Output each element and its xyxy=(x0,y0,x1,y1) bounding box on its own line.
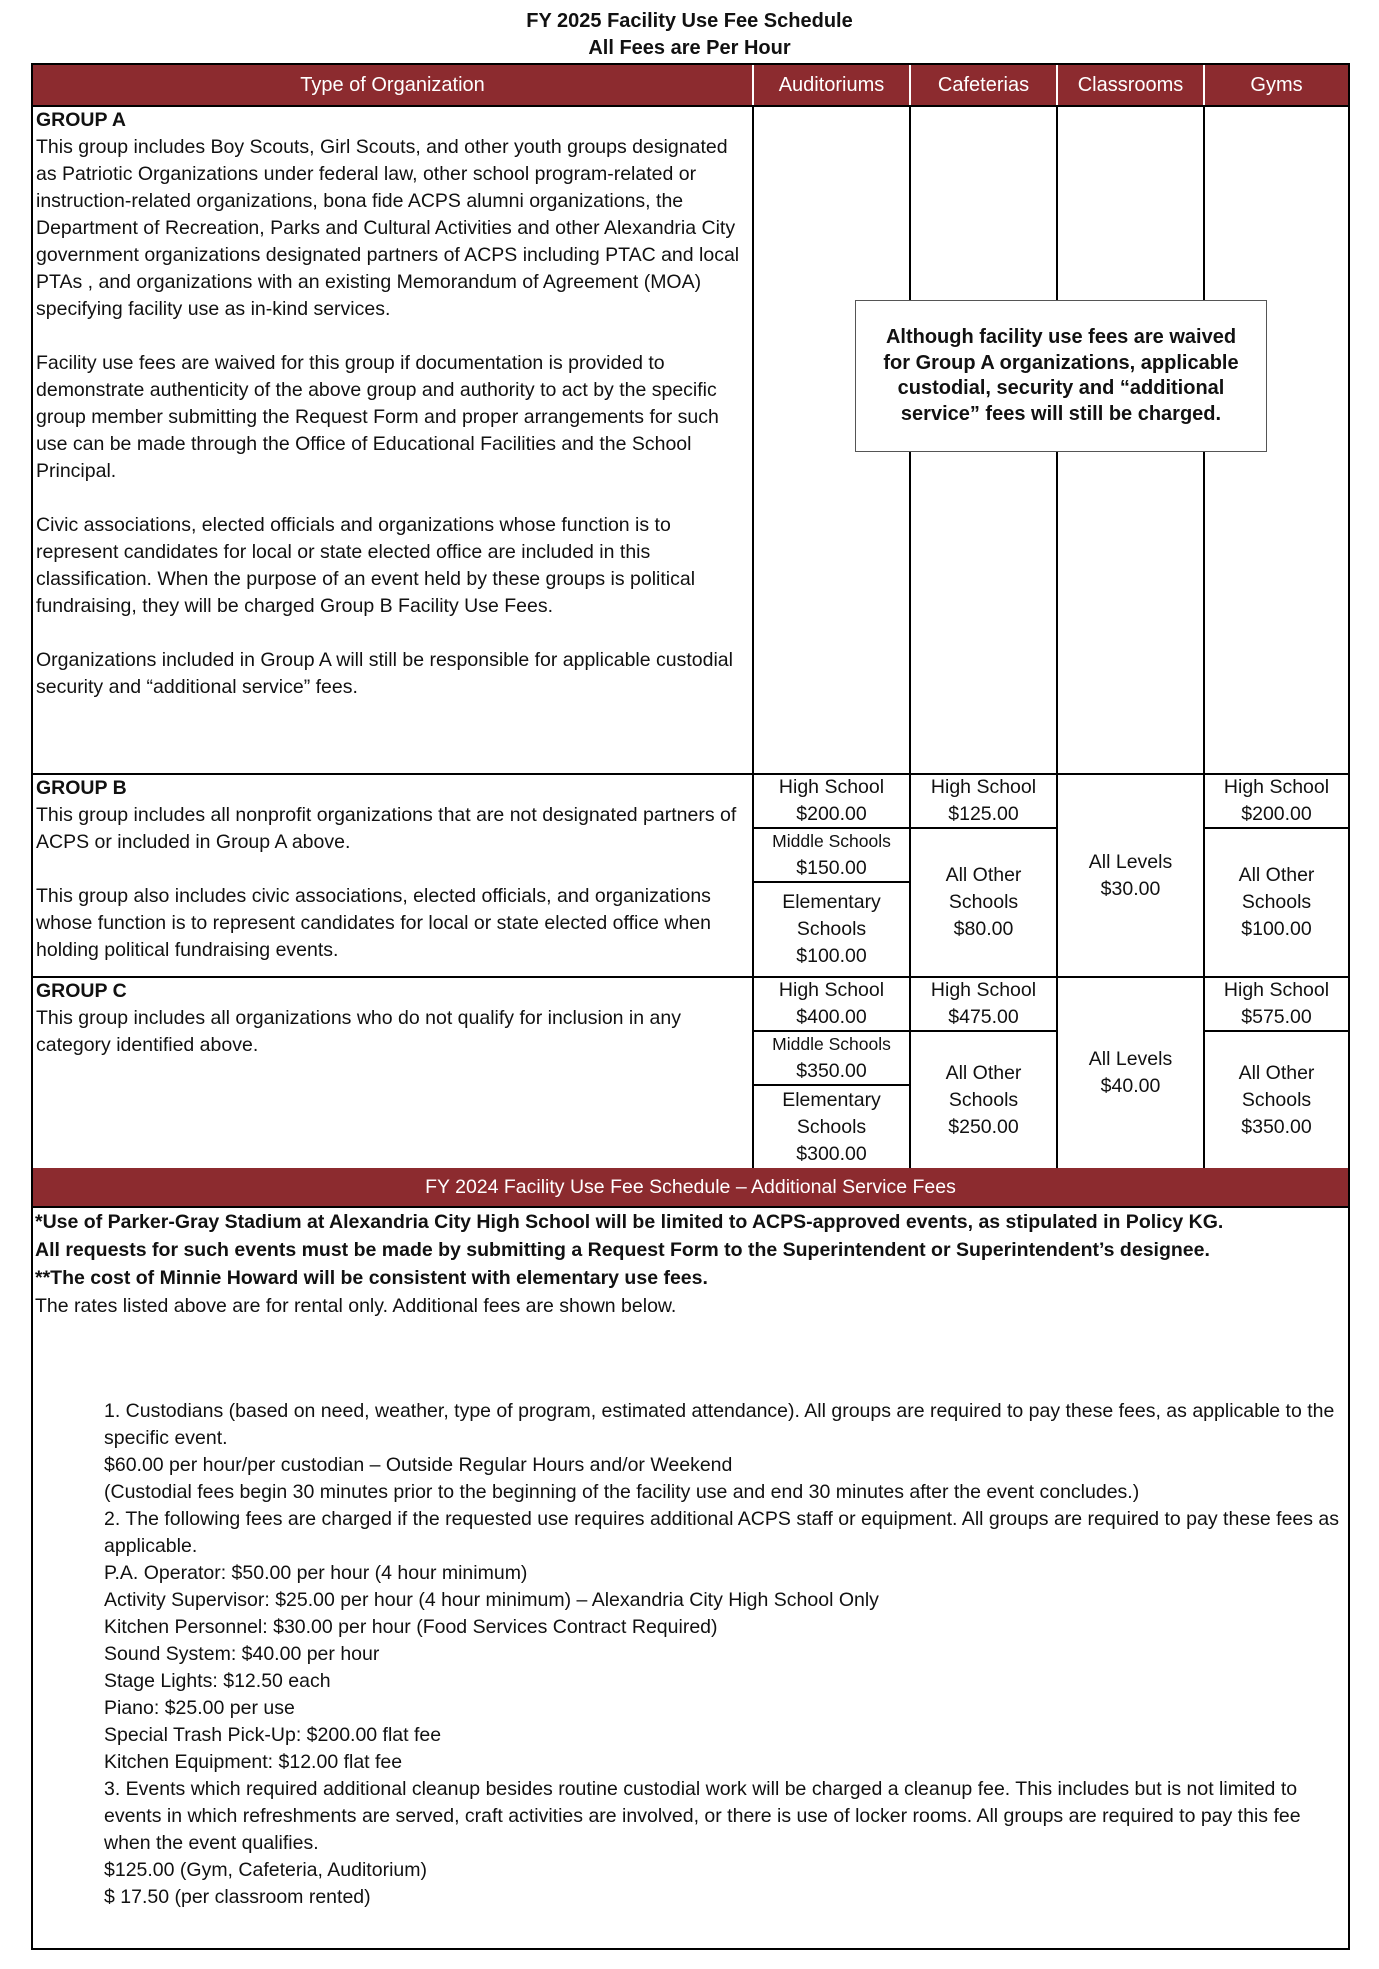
fee-value: $40.00 xyxy=(1100,1075,1161,1097)
fee-value: $250.00 xyxy=(948,1115,1019,1138)
fee-value: $80.00 xyxy=(953,918,1014,940)
list-item: (Custodial fees begin 30 minutes prior to the beginning of the facility use and end 30 minutes after the event concludes.) xyxy=(104,1481,1140,1503)
page-subtitle: All Fees are Per Hour xyxy=(588,37,791,59)
fee-value: $150.00 xyxy=(796,857,867,879)
list-item: Kitchen Equipment: $12.00 flat fee xyxy=(104,1751,403,1773)
fee-value: $350.00 xyxy=(796,1060,867,1082)
group-a-callout: Although facility use fees are waived for Group A organizations, applicable custodial, security and “additional service” fees will still be charged. xyxy=(855,300,1267,452)
group-a-paragraph: Organizations included in Group A will still be responsible for applicable custodial security and “additional service” fees. xyxy=(36,649,733,698)
list-item: Special Trash Pick-Up: $200.00 flat fee xyxy=(104,1724,442,1746)
fee-label: All Levels xyxy=(1088,1048,1173,1070)
fee-value: $475.00 xyxy=(948,1006,1019,1028)
fee-label: High School xyxy=(1223,979,1330,1001)
list-item: 1. Custodians (based on need, weather, type of program, estimated attendance). All groups are required to pay these fees, as applicable to the specific event. xyxy=(104,1400,1335,1449)
fee-label: High School xyxy=(930,776,1037,798)
fee-label: Middle Schools xyxy=(772,1034,891,1054)
group-c-gym-high-school xyxy=(1205,978,1348,1030)
group-c-gym-all-other xyxy=(1205,1032,1348,1168)
group-c-auditorium-middle-schools xyxy=(754,1032,909,1084)
page-title: FY 2025 Facility Use Fee Schedule xyxy=(526,10,853,32)
group-b-auditorium-middle-schools xyxy=(754,829,909,881)
group-c-paragraph: This group includes all organizations who do not qualify for inclusion in any category identified above. xyxy=(36,1007,681,1056)
group-b-gym-all-other xyxy=(1205,829,1348,976)
header-divider xyxy=(1056,65,1058,105)
group-b-paragraph: This group also includes civic associations, elected officials, and organizations whose function is to represent candidates for local or state elected office when holding political fundraising events. xyxy=(36,885,711,961)
minnie-howard-note: **The cost of Minnie Howard will be consistent with elementary use fees. xyxy=(35,1267,708,1289)
group-b-gym-high-school xyxy=(1205,775,1348,827)
fee-label: High School xyxy=(1223,776,1330,798)
group-a-paragraph: Civic associations, elected officials and organizations whose function is to represent candidates for local or state elected office are included in this classification. When the purpose of an event held by these groups is political fundraising, they will be charged Group B Facility Use Fees. xyxy=(36,514,696,617)
fee-label: Elementary xyxy=(782,891,881,913)
header-type-of-organization: Type of Organization xyxy=(300,73,485,96)
fee-value: $125.00 xyxy=(948,803,1019,825)
group-a-paragraph: Facility use fees are waived for this group if documentation is provided to demonstrate authenticity of the above group and authority to act by the specific group member submitting the Request Form and proper arrangements for such use can be made through the Office of Educational Facilities and the School Principal. xyxy=(36,352,719,482)
header-cafeterias: Cafeterias xyxy=(937,73,1030,96)
fee-label: All Other xyxy=(1238,1061,1315,1084)
rental-note: The rates listed above are for rental only. Additional fees are shown below. xyxy=(35,1295,677,1317)
fee-value: $300.00 xyxy=(796,1142,867,1165)
fee-value: $200.00 xyxy=(796,803,867,825)
group-c-description xyxy=(36,978,750,1059)
group-b-auditorium-elementary xyxy=(754,883,909,976)
fee-label: Schools xyxy=(796,1115,867,1138)
group-b-title: GROUP B xyxy=(36,777,127,799)
group-c-classrooms-all-levels xyxy=(1058,978,1203,1168)
group-b-cafeteria-all-other xyxy=(911,829,1056,976)
stadium-note: *Use of Parker-Gray Stadium at Alexandria City High School will be limited to ACPS-approved events, as stipulated in Policy KG. xyxy=(35,1211,1224,1233)
fee-value: $100.00 xyxy=(796,945,867,967)
group-c-cafeteria-high-school xyxy=(911,978,1056,1030)
header-divider xyxy=(1203,65,1205,105)
fee-label: Schools xyxy=(948,1088,1019,1111)
header-classrooms: Classrooms xyxy=(1077,73,1184,96)
fee-label: All Other xyxy=(1238,864,1315,886)
group-b-paragraph: This group includes all nonprofit organizations that are not designated partners of ACPS or included in Group A above. xyxy=(36,804,737,853)
group-c-cafeteria-all-other xyxy=(911,1032,1056,1168)
fee-label: Schools xyxy=(948,891,1019,913)
list-item: $125.00 (Gym, Cafeteria, Auditorium) xyxy=(104,1859,427,1881)
list-item: Activity Supervisor: $25.00 per hour (4 hour minimum) – Alexandria City High School Only xyxy=(104,1589,879,1611)
fee-label: Schools xyxy=(796,918,867,940)
request-note: All requests for such events must be made by submitting a Request Form to the Superintendent or Superintendent’s designee. xyxy=(35,1239,1210,1261)
group-b-classrooms-all-levels xyxy=(1058,775,1203,976)
fee-value: $200.00 xyxy=(1241,803,1312,825)
group-a-title: GROUP A xyxy=(36,109,126,131)
group-b-auditorium-high-school xyxy=(754,775,909,827)
list-item: Sound System: $40.00 per hour xyxy=(104,1643,380,1665)
group-b-cafeteria-high-school xyxy=(911,775,1056,827)
fee-label: High School xyxy=(930,979,1037,1001)
list-item: Piano: $25.00 per use xyxy=(104,1697,295,1719)
group-c-auditorium-elementary xyxy=(754,1086,909,1168)
fee-label: Middle Schools xyxy=(772,831,891,851)
fee-value: $100.00 xyxy=(1241,918,1312,940)
header-gyms: Gyms xyxy=(1250,73,1303,96)
list-item: P.A. Operator: $50.00 per hour (4 hour minimum) xyxy=(104,1562,528,1584)
fee-label: High School xyxy=(778,979,885,1001)
fee-label: High School xyxy=(778,776,885,798)
additional-fees-header: FY 2024 Facility Use Fee Schedule – Additional Service Fees xyxy=(33,1168,1348,1206)
list-item: $60.00 per hour/per custodian – Outside Regular Hours and/or Weekend xyxy=(104,1454,733,1476)
group-c-title: GROUP C xyxy=(36,980,127,1002)
group-a-paragraph: This group includes Boy Scouts, Girl Scouts, and other youth groups designated as Patriotic Organizations under federal law, other school program-related or instruction-related organizations, bona fide ACPS alumni organizations, the Department of Recreation, Parks and Cultural Activities and other Alexandria City government organizations designated partners of ACPS including PTAC and local PTAs , and organizations with an existing Memorandum of Agreement (MOA) specifying facility use as in-kind services. xyxy=(36,136,740,320)
list-item: 2. The following fees are charged if the requested use requires additional ACPS staff or equipment. All groups are required to pay these fees as applicable. xyxy=(104,1508,1340,1557)
fee-label: Schools xyxy=(1241,1088,1312,1111)
list-item: $ 17.50 (per classroom rented) xyxy=(104,1886,371,1908)
list-item: Stage Lights: $12.50 each xyxy=(104,1670,331,1692)
fee-label: Elementary xyxy=(782,1088,881,1111)
additional-fees-list xyxy=(104,1398,1344,1911)
group-b-description xyxy=(36,775,750,964)
fee-value: $30.00 xyxy=(1100,877,1161,900)
fee-label: All Levels xyxy=(1088,850,1173,873)
additional-notes xyxy=(35,1208,1340,1320)
list-item: 3. Events which required additional cleanup besides routine custodial work will be charged a cleanup fee. This includes but is not limited to events in which refreshments are served, craft activities are involved, or there is use of locker rooms. All groups are required to pay this fee when the event qualifies. xyxy=(104,1778,1301,1854)
fee-value: $575.00 xyxy=(1241,1006,1312,1028)
fee-label: All Other xyxy=(945,864,1022,886)
group-a-description xyxy=(36,107,750,701)
fee-value: $400.00 xyxy=(796,1006,867,1028)
header-divider xyxy=(752,65,754,105)
fee-label: Schools xyxy=(1241,891,1312,913)
group-c-auditorium-high-school xyxy=(754,978,909,1030)
header-auditoriums: Auditoriums xyxy=(778,73,885,96)
fee-label: All Other xyxy=(945,1061,1022,1084)
fee-value: $350.00 xyxy=(1241,1115,1312,1138)
header-divider xyxy=(909,65,911,105)
list-item: Kitchen Personnel: $30.00 per hour (Food Services Contract Required) xyxy=(104,1616,718,1638)
